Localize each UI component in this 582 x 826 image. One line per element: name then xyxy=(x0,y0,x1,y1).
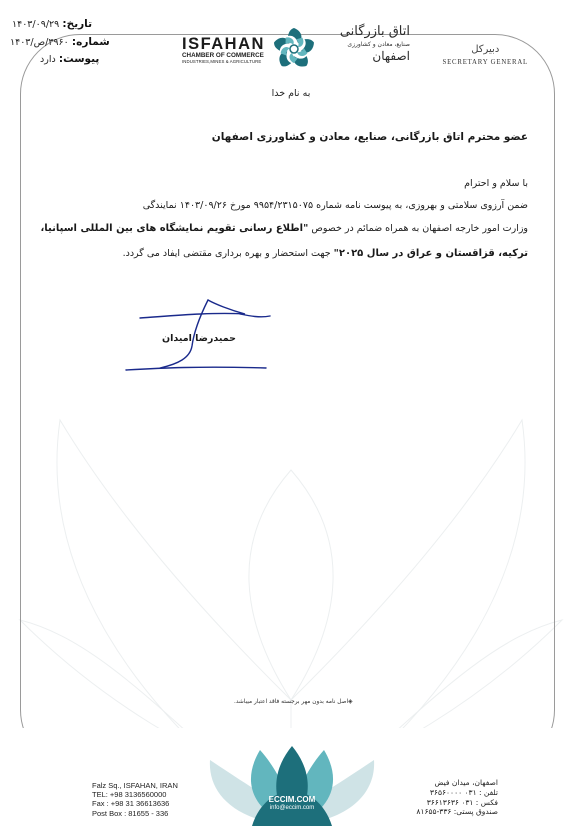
number-row xyxy=(10,36,110,48)
footer-en-line: Fax : +98 31 36613636 xyxy=(92,799,170,809)
validity-footnote: ◈اصل نامه بدون مهر برجسته فاقد اعتبار میباشد. xyxy=(234,699,353,705)
footer-email[interactable]: info@eccim.com xyxy=(269,805,315,811)
body-line-2-plain: وزارت امور خارجه اصفهان به همراه ضمائم در خصوص xyxy=(308,223,528,234)
footer-fa-line: تلفن : ۰۳۱ ۳۶۵۶۰۰۰۰ xyxy=(429,787,498,797)
logo-fa-industries: صنایع، معادن و کشاورزی xyxy=(347,41,410,48)
footer-en-line: Post Box : 81655 - 336 xyxy=(92,808,169,818)
date-label: تاریخ: xyxy=(62,18,93,30)
body-line-1-text: ضمن آرزوی سلامتی و بهروزی، به پیوست نامه شماره ۹۹۵۴/۲۳۱۵۰۷۵ مورخ ۱۴۰۳/۰۹/۲۶ نمایندگی xyxy=(142,200,528,211)
signer-name: حمیدرضا امیدان xyxy=(162,333,236,344)
letter-frame xyxy=(20,34,555,770)
letter-greeting: با سلام و احترام xyxy=(464,178,528,189)
body-line-3-plain: جهت استحضار و بهره برداری مقتضی ایفاد می گردد. xyxy=(122,248,334,259)
footer-fa-line: فکس : ۰۳۱ ۳۶۶۱۳۶۳۶ xyxy=(426,797,498,807)
footer-fa-line: اصفهان، میدان فیض xyxy=(434,778,498,787)
body-line-3 xyxy=(123,248,528,259)
date-value: ۱۴۰۳/۰۹/۲۹ xyxy=(12,19,60,30)
footer-website[interactable]: ECCIM.COM xyxy=(268,795,316,804)
secretary-general-en: SECRETARY GENERAL xyxy=(442,59,528,66)
date-row xyxy=(12,18,92,30)
logo-industries-text: INDUSTRIES,MINES & AGRICULTURE xyxy=(182,59,262,64)
footer-en-line: Falz Sq., ISFAHAN, IRAN xyxy=(92,781,178,790)
secretary-general-fa: دبیرکل xyxy=(471,44,500,55)
body-line-2-bold: "اطلاع رسانی تقویم نمایشگاه های بین المللی اسپانیا، xyxy=(40,223,309,234)
attachment-row xyxy=(40,53,99,65)
body-line-3-bold: ترکیه، قزاقستان و عراق در سال ۲۰۲۵" xyxy=(333,248,528,259)
logo-english-text xyxy=(182,36,270,65)
footer-en-line: TEL: +98 3136560000 xyxy=(92,790,167,800)
body-line-2 xyxy=(40,223,528,234)
logo-chamber-text: CHAMBER OF COMMERCE xyxy=(182,52,264,59)
logo-fa-chamber: اتاق بازرگانی xyxy=(339,24,410,39)
footer-address-fa xyxy=(416,778,498,817)
logo-fa-city: اصفهان xyxy=(372,49,410,63)
letter-recipient: عضو محترم اتاق بازرگانی، صنایع، معادن و کشاورزی اصفهان xyxy=(211,131,528,143)
footer-web-info xyxy=(262,795,322,811)
secretary-general-title xyxy=(443,44,529,66)
footer-fa-line: صندوق پستی: ۳۳۶-۸۱۶۵۵ xyxy=(416,807,498,817)
attachment-label: پیوست: xyxy=(58,53,100,65)
number-value: ۳۹۶۰/ص/۱۴۰۳ xyxy=(10,37,69,48)
attachment-value: دارد xyxy=(40,54,56,65)
number-label: شماره: xyxy=(71,36,110,48)
footer-address-en xyxy=(92,781,178,818)
footer-flower-emblem xyxy=(200,740,384,826)
chamber-emblem-icon xyxy=(270,26,318,72)
body-line-1 xyxy=(143,200,528,211)
bismillah: به نام خدا xyxy=(271,88,311,99)
logo-city-name: ISFAHAN xyxy=(182,35,265,53)
logo-persian-text xyxy=(320,24,410,63)
